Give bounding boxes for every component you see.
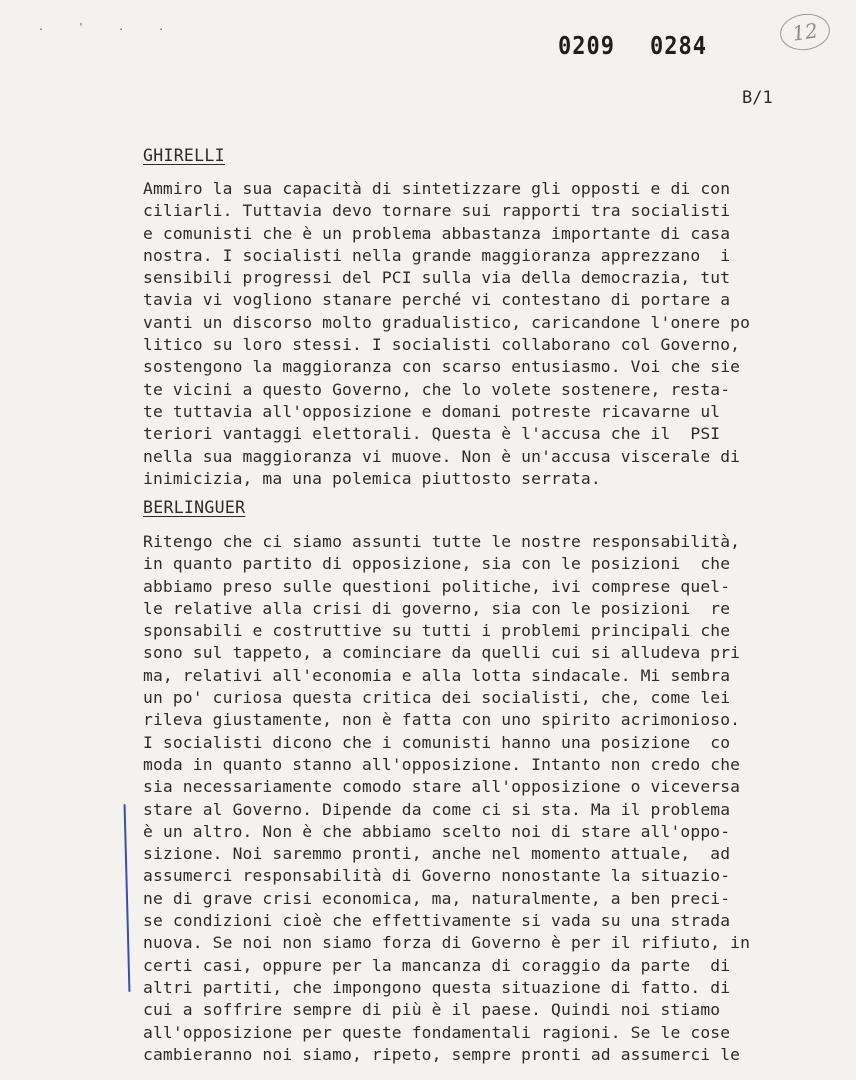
text-line: ne di grave crisi economica, ma, naturalmente, a ben preci- — [143, 888, 731, 908]
text-line: Ammiro la sua capacità di sintetizzare gli opposti e di con — [143, 179, 731, 198]
circled-page-number: 12 — [778, 11, 833, 54]
text-line: altri partiti, che impongono questa situazione di fatto. di — [143, 977, 731, 997]
scan-marks: . ' . . — [38, 22, 179, 33]
text-line: inimicizia, ma una polemica piuttosto serrata. — [143, 468, 601, 488]
text-line: sono sul tappeto, a cominciare da quelli cui si alludeva pri — [143, 643, 741, 663]
text-line: rileva giustamente, non è fatta con uno spirito acrimonioso. — [143, 710, 741, 730]
text-line: sizione. Noi saremmo pronti, anche nel momento attuale, ad — [143, 844, 731, 864]
text-line: moda in quanto stanno all'opposizione. Intanto non credo che — [143, 754, 741, 774]
text-line: sia necessariamente comodo stare all'opposizione o viceversa — [143, 777, 741, 797]
text-line: e comunisti che è un problema abbastanza importante di casa — [143, 223, 731, 243]
text-line: se condizioni cioè che effettivamente si vada su una strada — [143, 911, 731, 931]
paragraph-berlinguer — [143, 531, 783, 1066]
text-line: teriori vantaggi elettorali. Questa è l'accusa che il PSI — [143, 424, 721, 444]
page-reference: B/1 — [742, 88, 773, 108]
paragraph-ghirelli — [143, 178, 783, 490]
text-line: in quanto partito di opposizione, sia con le posizioni che — [143, 554, 731, 574]
text-line: te vicini a questo Governo, che lo volete sostenere, resta- — [143, 379, 731, 399]
text-line: assumerci responsabilità di Governo nonostante la situazio- — [143, 866, 731, 886]
text-line: cui a soffrire sempre di più è il paese. Quindi noi stiamo — [143, 1000, 721, 1020]
text-line: nella sua maggioranza vi muove. Non è un'accusa viscerale di — [143, 446, 741, 466]
text-line: nostra. I socialisti nella grande maggioranza apprezzano i — [143, 245, 731, 265]
text-line: stare al Governo. Dipende da come ci si sta. Ma il problema — [143, 799, 731, 819]
archive-number-2: 0284 — [650, 32, 707, 61]
text-line: certi casi, oppure per la mancanza di coraggio da parte di — [143, 955, 731, 975]
text-line: sensibili progressi del PCI sulla via della democrazia, tut — [143, 268, 731, 288]
text-line: ma, relativi all'economia e alla lotta sindacale. Mi sembra — [143, 665, 731, 685]
text-line: un po' curiosa questa critica dei socialisti, che, come lei — [143, 688, 731, 708]
text-line: tavia vi vogliono stanare perché vi contestano di portare a — [143, 290, 731, 310]
text-line: ciliarli. Tuttavia devo tornare sui rapporti tra socialisti — [143, 201, 731, 221]
speaker-berlinguer: BERLINGUER — [143, 498, 246, 517]
text-line: nuova. Se noi non siamo forza di Governo è per il rifiuto, in — [143, 933, 751, 953]
text-line: all'opposizione per queste fondamentali ragioni. Se le cose — [143, 1022, 731, 1042]
archive-number-1: 0209 — [558, 32, 615, 61]
text-line: le relative alla crisi di governo, sia con le posizioni re — [143, 598, 731, 618]
text-line: è un altro. Non è che abbiamo scelto noi di stare all'oppo- — [143, 821, 731, 841]
text-line: sostengono la maggioranza con scarso entusiasmo. Voi che sie — [143, 357, 741, 377]
text-line: cambieranno noi siamo, ripeto, sempre pronti ad assumerci le — [143, 1044, 741, 1064]
speaker-ghirelli: GHIRELLI — [143, 146, 225, 165]
text-line: litico su loro stessi. I socialisti collaborano col Governo, — [143, 335, 741, 355]
text-line: Ritengo che ci siamo assunti tutte le nostre responsabilità, — [143, 532, 741, 551]
text-line: I socialisti dicono che i comunisti hanno una posizione co — [143, 732, 731, 752]
text-line: te tuttavia all'opposizione e domani potreste ricavarne ul — [143, 401, 721, 421]
margin-pen-mark — [124, 804, 131, 992]
text-line: abbiamo preso sulle questioni politiche, ivi comprese quel- — [143, 576, 731, 596]
text-line: vanti un discorso molto gradualistico, caricandone l'onere po — [143, 312, 751, 332]
text-line: sponsabili e costruttive su tutti i problemi principali che — [143, 621, 731, 641]
